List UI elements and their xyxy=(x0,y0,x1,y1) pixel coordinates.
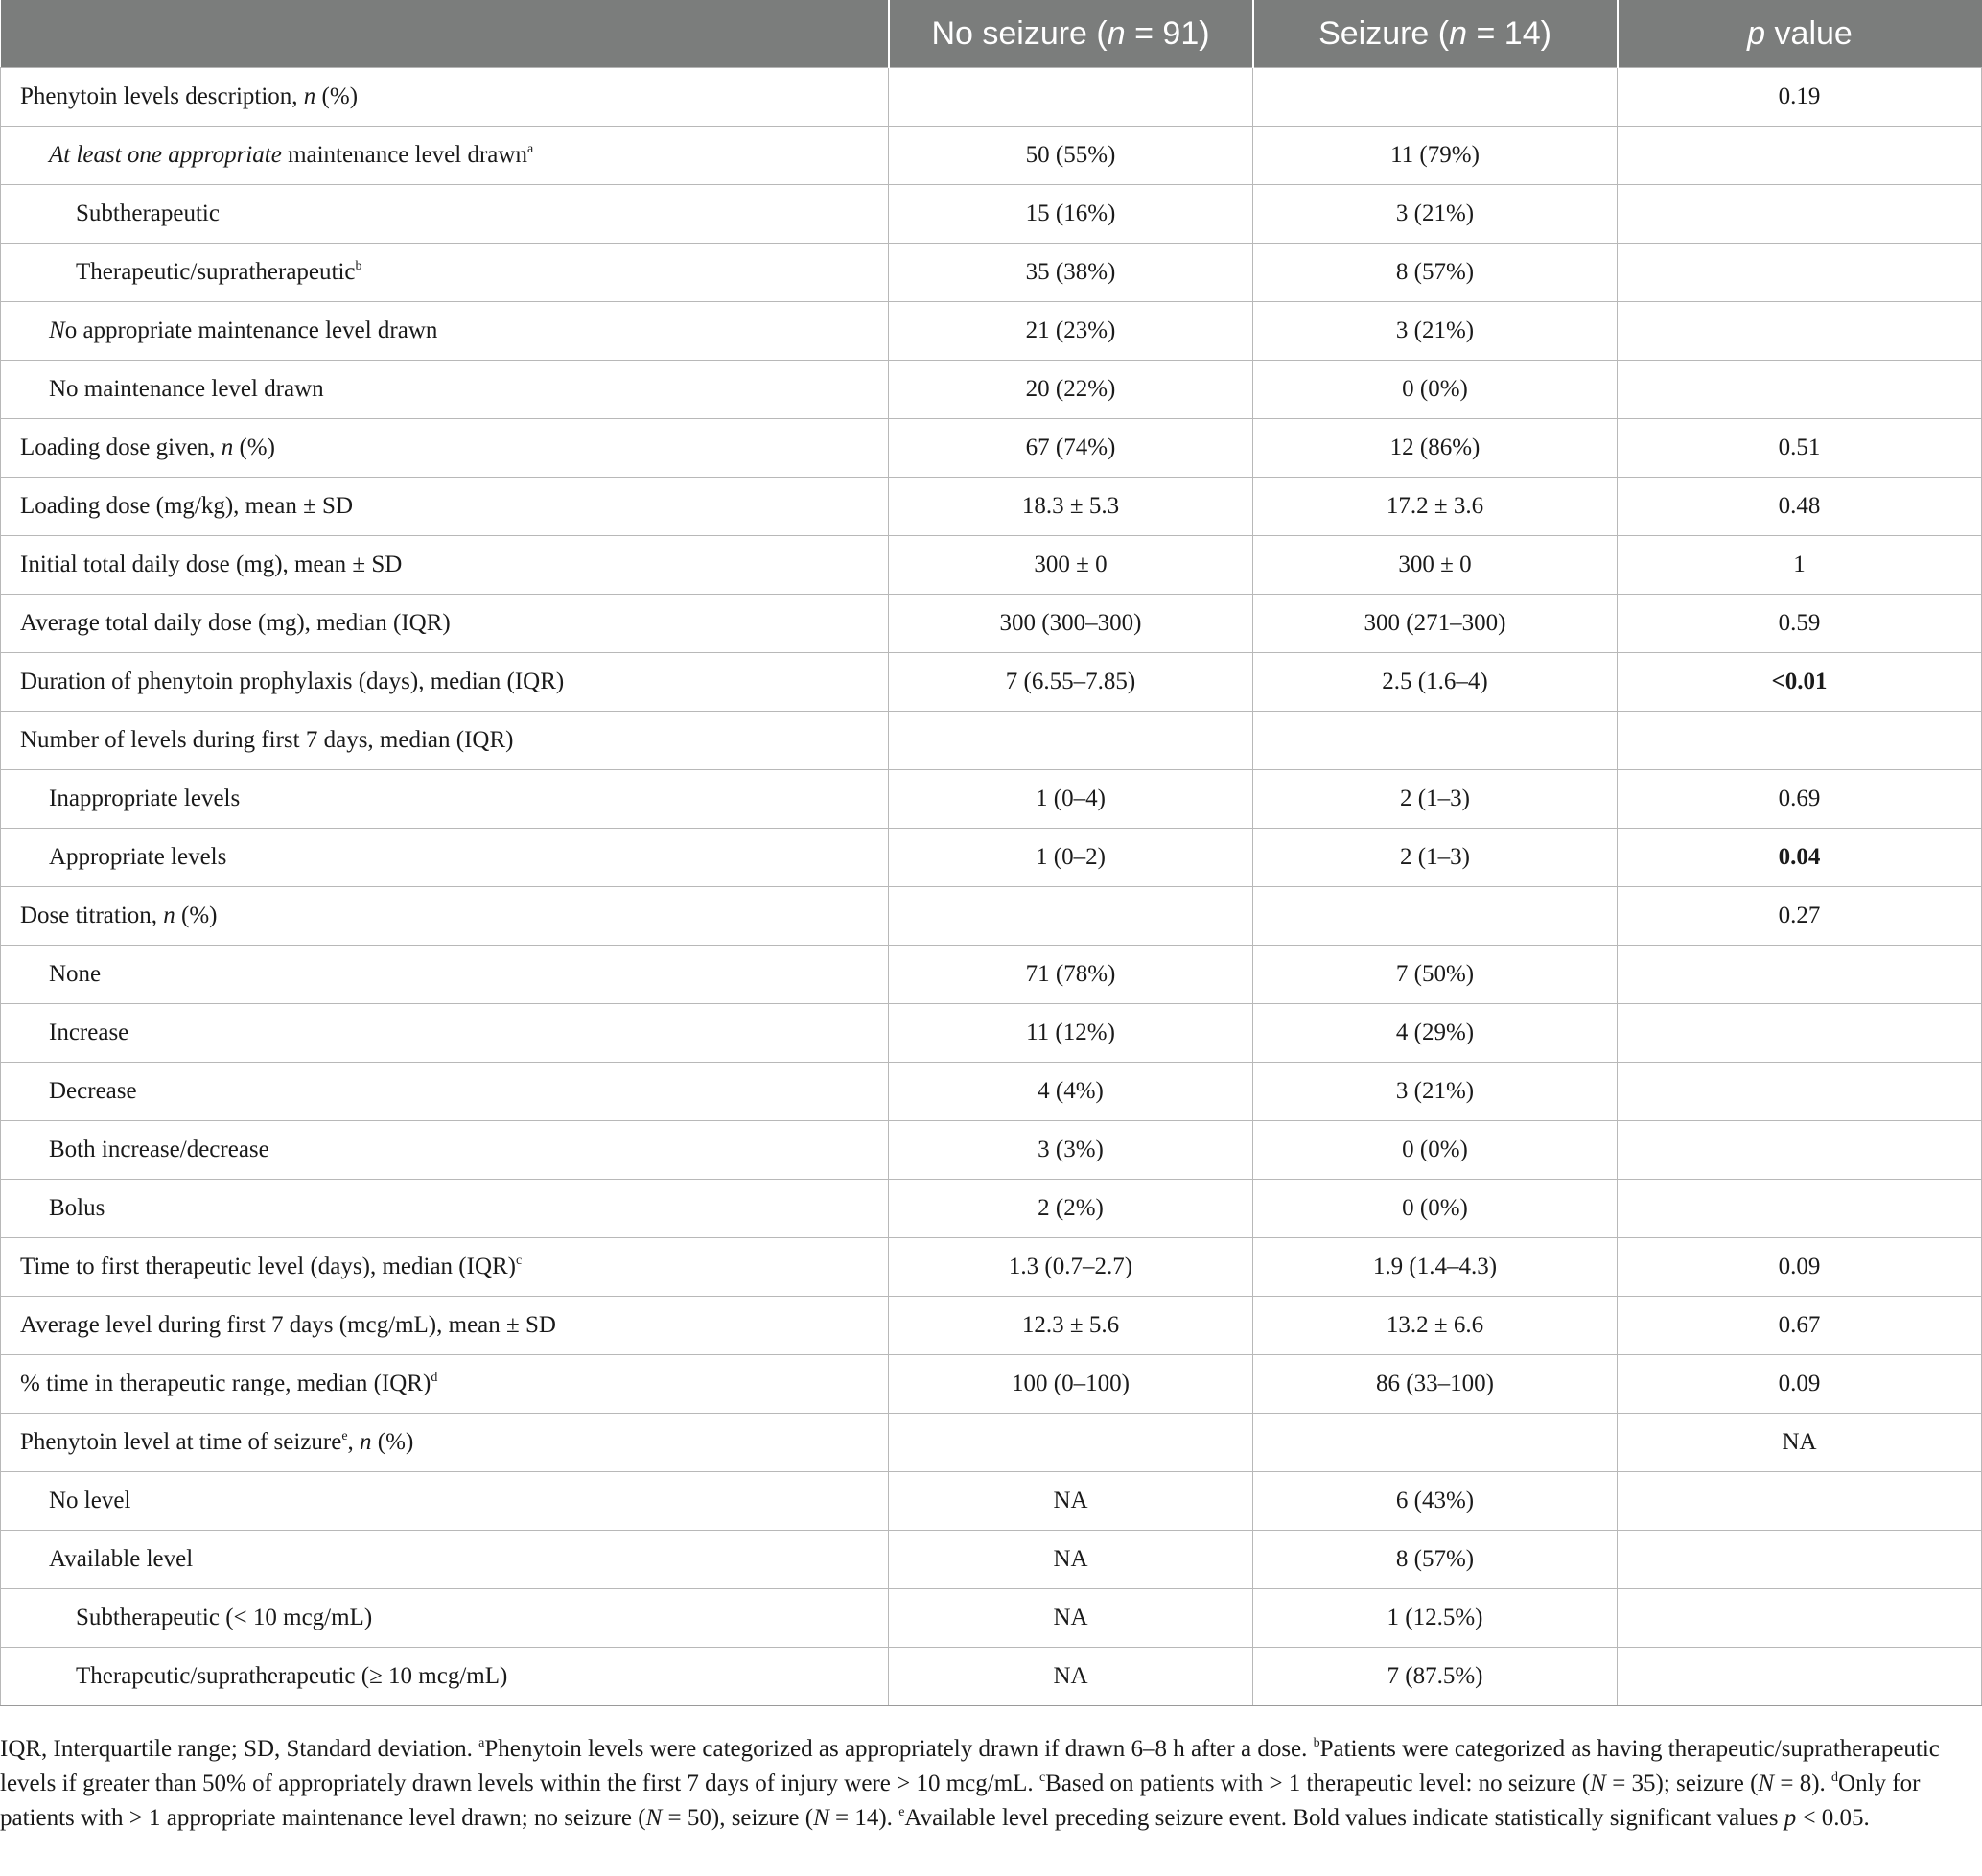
table-row xyxy=(1,1238,1982,1297)
cell-no-seizure: 18.3 ± 5.3 xyxy=(889,478,1253,536)
cell-p-value xyxy=(1618,1004,1982,1063)
table-row xyxy=(1,1063,1982,1121)
cell-no-seizure xyxy=(889,887,1253,946)
header-p-value: p value xyxy=(1618,0,1982,68)
table-row xyxy=(1,68,1982,127)
table-row xyxy=(1,770,1982,829)
table-row xyxy=(1,1589,1982,1648)
table-row xyxy=(1,1414,1982,1472)
cell-no-seizure: 15 (16%) xyxy=(889,185,1253,244)
cell-seizure: 6 (43%) xyxy=(1253,1472,1618,1531)
row-label: Decrease xyxy=(1,1063,889,1121)
cell-seizure: 7 (87.5%) xyxy=(1253,1648,1618,1706)
row-label: None xyxy=(1,946,889,1004)
table-row xyxy=(1,1297,1982,1355)
cell-seizure: 1 (12.5%) xyxy=(1253,1589,1618,1648)
cell-p-value xyxy=(1618,127,1982,185)
table-row xyxy=(1,1121,1982,1180)
cell-no-seizure xyxy=(889,1414,1253,1472)
cell-p-value xyxy=(1618,302,1982,361)
cell-no-seizure: 4 (4%) xyxy=(889,1063,1253,1121)
cell-no-seizure: 100 (0–100) xyxy=(889,1355,1253,1414)
row-label: Therapeutic/supratherapeutic$^b$ xyxy=(1,244,889,302)
row-label: Both increase/decrease xyxy=(1,1121,889,1180)
cell-seizure: 3 (21%) xyxy=(1253,185,1618,244)
cell-p-value xyxy=(1618,1121,1982,1180)
table-row xyxy=(1,536,1982,595)
cell-no-seizure: 3 (3%) xyxy=(889,1121,1253,1180)
cell-seizure: 300 (271–300) xyxy=(1253,595,1618,653)
cell-seizure: 17.2 ± 3.6 xyxy=(1253,478,1618,536)
row-label: Dose titration, n (%) xyxy=(1,887,889,946)
cell-no-seizure: 21 (23%) xyxy=(889,302,1253,361)
cell-seizure xyxy=(1253,887,1618,946)
cell-no-seizure xyxy=(889,68,1253,127)
cell-seizure: 7 (50%) xyxy=(1253,946,1618,1004)
cell-no-seizure: 35 (38%) xyxy=(889,244,1253,302)
cell-seizure: 8 (57%) xyxy=(1253,244,1618,302)
cell-seizure: 11 (79%) xyxy=(1253,127,1618,185)
cell-seizure xyxy=(1253,68,1618,127)
cell-p-value: 0.69 xyxy=(1618,770,1982,829)
cell-no-seizure: NA xyxy=(889,1589,1253,1648)
cell-p-value: 0.09 xyxy=(1618,1238,1982,1297)
cell-no-seizure: 1 (0–4) xyxy=(889,770,1253,829)
cell-seizure: 0 (0%) xyxy=(1253,361,1618,419)
cell-seizure: 0 (0%) xyxy=(1253,1180,1618,1238)
header-seizure: Seizure (n = 14) xyxy=(1253,0,1618,68)
cell-seizure: 86 (33–100) xyxy=(1253,1355,1618,1414)
cell-p-value xyxy=(1618,1648,1982,1706)
row-label: % time in therapeutic range, median (IQR)$^d$ xyxy=(1,1355,889,1414)
row-label: Phenytoin level at time of seizure$^e$, n (%) xyxy=(1,1414,889,1472)
table-row xyxy=(1,712,1982,770)
cell-seizure xyxy=(1253,1414,1618,1472)
table-row xyxy=(1,946,1982,1004)
cell-seizure: 4 (29%) xyxy=(1253,1004,1618,1063)
table-row xyxy=(1,302,1982,361)
table-row xyxy=(1,478,1982,536)
cell-seizure: 2 (1–3) xyxy=(1253,829,1618,887)
cell-no-seizure: 1 (0–2) xyxy=(889,829,1253,887)
row-label: No level xyxy=(1,1472,889,1531)
cell-p-value xyxy=(1618,946,1982,1004)
cell-p-value: 0.67 xyxy=(1618,1297,1982,1355)
row-label: Duration of phenytoin prophylaxis (days), median (IQR) xyxy=(1,653,889,712)
table-row xyxy=(1,419,1982,478)
cell-p-value: 0.51 xyxy=(1618,419,1982,478)
cell-p-value: NA xyxy=(1618,1414,1982,1472)
cell-seizure: 1.9 (1.4–4.3) xyxy=(1253,1238,1618,1297)
cell-no-seizure: 20 (22%) xyxy=(889,361,1253,419)
table-row xyxy=(1,1472,1982,1531)
cell-p-value: 0.48 xyxy=(1618,478,1982,536)
cell-p-value xyxy=(1618,185,1982,244)
cell-p-value xyxy=(1618,1180,1982,1238)
row-label: Average total daily dose (mg), median (IQR) xyxy=(1,595,889,653)
cell-no-seizure: 300 ± 0 xyxy=(889,536,1253,595)
header-row xyxy=(1,0,1982,68)
row-label: Loading dose given, n (%) xyxy=(1,419,889,478)
cell-p-value xyxy=(1618,1589,1982,1648)
cell-p-value: 1 xyxy=(1618,536,1982,595)
cell-p-value xyxy=(1618,1472,1982,1531)
cell-p-value: 0.59 xyxy=(1618,595,1982,653)
table-row xyxy=(1,361,1982,419)
table-row xyxy=(1,1648,1982,1706)
table-row xyxy=(1,185,1982,244)
cell-no-seizure: 1.3 (0.7–2.7) xyxy=(889,1238,1253,1297)
header-no-seizure: No seizure (n = 91) xyxy=(889,0,1253,68)
table-row xyxy=(1,1355,1982,1414)
cell-p-value xyxy=(1618,712,1982,770)
row-label: Appropriate levels xyxy=(1,829,889,887)
cell-no-seizure: 11 (12%) xyxy=(889,1004,1253,1063)
row-label: Loading dose (mg/kg), mean ± SD xyxy=(1,478,889,536)
row-label: At least one appropriate maintenance level drawn$^a$ xyxy=(1,127,889,185)
cell-no-seizure: 2 (2%) xyxy=(889,1180,1253,1238)
table-row xyxy=(1,829,1982,887)
cell-seizure: 13.2 ± 6.6 xyxy=(1253,1297,1618,1355)
cell-seizure: 3 (21%) xyxy=(1253,302,1618,361)
cell-no-seizure: 7 (6.55–7.85) xyxy=(889,653,1253,712)
table-footnote xyxy=(0,1732,1966,1836)
row-label: Average level during first 7 days (mcg/mL), mean ± SD xyxy=(1,1297,889,1355)
table-row xyxy=(1,127,1982,185)
cell-seizure: 2 (1–3) xyxy=(1253,770,1618,829)
table-row xyxy=(1,1531,1982,1589)
table-row xyxy=(1,1180,1982,1238)
footnote-text: IQR, Interquartile range; SD, Standard deviation. $^a$Phenytoin levels were categorized as appropriately drawn if drawn 6–8 h after a dose. $^b$Patients were categorized as having therapeutic/supratherapeutic levels if greater than 50% of appropriately drawn levels within the first 7 days of injury were > 10 mcg/mL. $^c$Based on patients with > 1 therapeutic level: no seizure (N = 35); seizure (N = 8). $^d$Only for patients with > 1 appropriate maintenance level drawn; no seizure (N = 50), seizure (N = 14). $^e$Available level preceding seizure event. Bold values indicate statistically significant values p < 0.05. xyxy=(0,1736,1940,1831)
cell-p-value xyxy=(1618,1531,1982,1589)
row-label: Bolus xyxy=(1,1180,889,1238)
cell-p-value xyxy=(1618,244,1982,302)
row-label: Number of levels during first 7 days, median (IQR) xyxy=(1,712,889,770)
cell-no-seizure: NA xyxy=(889,1531,1253,1589)
row-label: Increase xyxy=(1,1004,889,1063)
row-label: Subtherapeutic (< 10 mcg/mL) xyxy=(1,1589,889,1648)
cell-seizure: 300 ± 0 xyxy=(1253,536,1618,595)
row-label: Therapeutic/supratherapeutic (≥ 10 mcg/mL) xyxy=(1,1648,889,1706)
cell-p-value xyxy=(1618,1063,1982,1121)
cell-p-value: 0.27 xyxy=(1618,887,1982,946)
cell-p-value-significant: 0.04 xyxy=(1618,829,1982,887)
cell-seizure: 3 (21%) xyxy=(1253,1063,1618,1121)
row-label: Subtherapeutic xyxy=(1,185,889,244)
row-label: Inappropriate levels xyxy=(1,770,889,829)
table-row xyxy=(1,595,1982,653)
cell-no-seizure: 12.3 ± 5.6 xyxy=(889,1297,1253,1355)
row-label: No appropriate maintenance level drawn xyxy=(1,302,889,361)
row-label: No maintenance level drawn xyxy=(1,361,889,419)
cell-p-value: 0.09 xyxy=(1618,1355,1982,1414)
table-row xyxy=(1,653,1982,712)
table-row xyxy=(1,1004,1982,1063)
cell-no-seizure: NA xyxy=(889,1648,1253,1706)
cell-seizure: 2.5 (1.6–4) xyxy=(1253,653,1618,712)
cell-p-value-significant: <0.01 xyxy=(1618,653,1982,712)
cell-p-value: 0.19 xyxy=(1618,68,1982,127)
cell-no-seizure: NA xyxy=(889,1472,1253,1531)
cell-no-seizure: 300 (300–300) xyxy=(889,595,1253,653)
cell-seizure xyxy=(1253,712,1618,770)
row-label: Available level xyxy=(1,1531,889,1589)
cell-seizure: 8 (57%) xyxy=(1253,1531,1618,1589)
row-label: Phenytoin levels description, n (%) xyxy=(1,68,889,127)
table-row xyxy=(1,244,1982,302)
cell-p-value xyxy=(1618,361,1982,419)
cell-no-seizure: 67 (74%) xyxy=(889,419,1253,478)
row-label: Initial total daily dose (mg), mean ± SD xyxy=(1,536,889,595)
cell-seizure: 12 (86%) xyxy=(1253,419,1618,478)
cell-no-seizure: 71 (78%) xyxy=(889,946,1253,1004)
table-row xyxy=(1,887,1982,946)
cell-no-seizure: 50 (55%) xyxy=(889,127,1253,185)
row-label: Time to first therapeutic level (days), median (IQR)$^c$ xyxy=(1,1238,889,1297)
header-variable xyxy=(1,0,889,68)
cell-seizure: 0 (0%) xyxy=(1253,1121,1618,1180)
cell-no-seizure xyxy=(889,712,1253,770)
